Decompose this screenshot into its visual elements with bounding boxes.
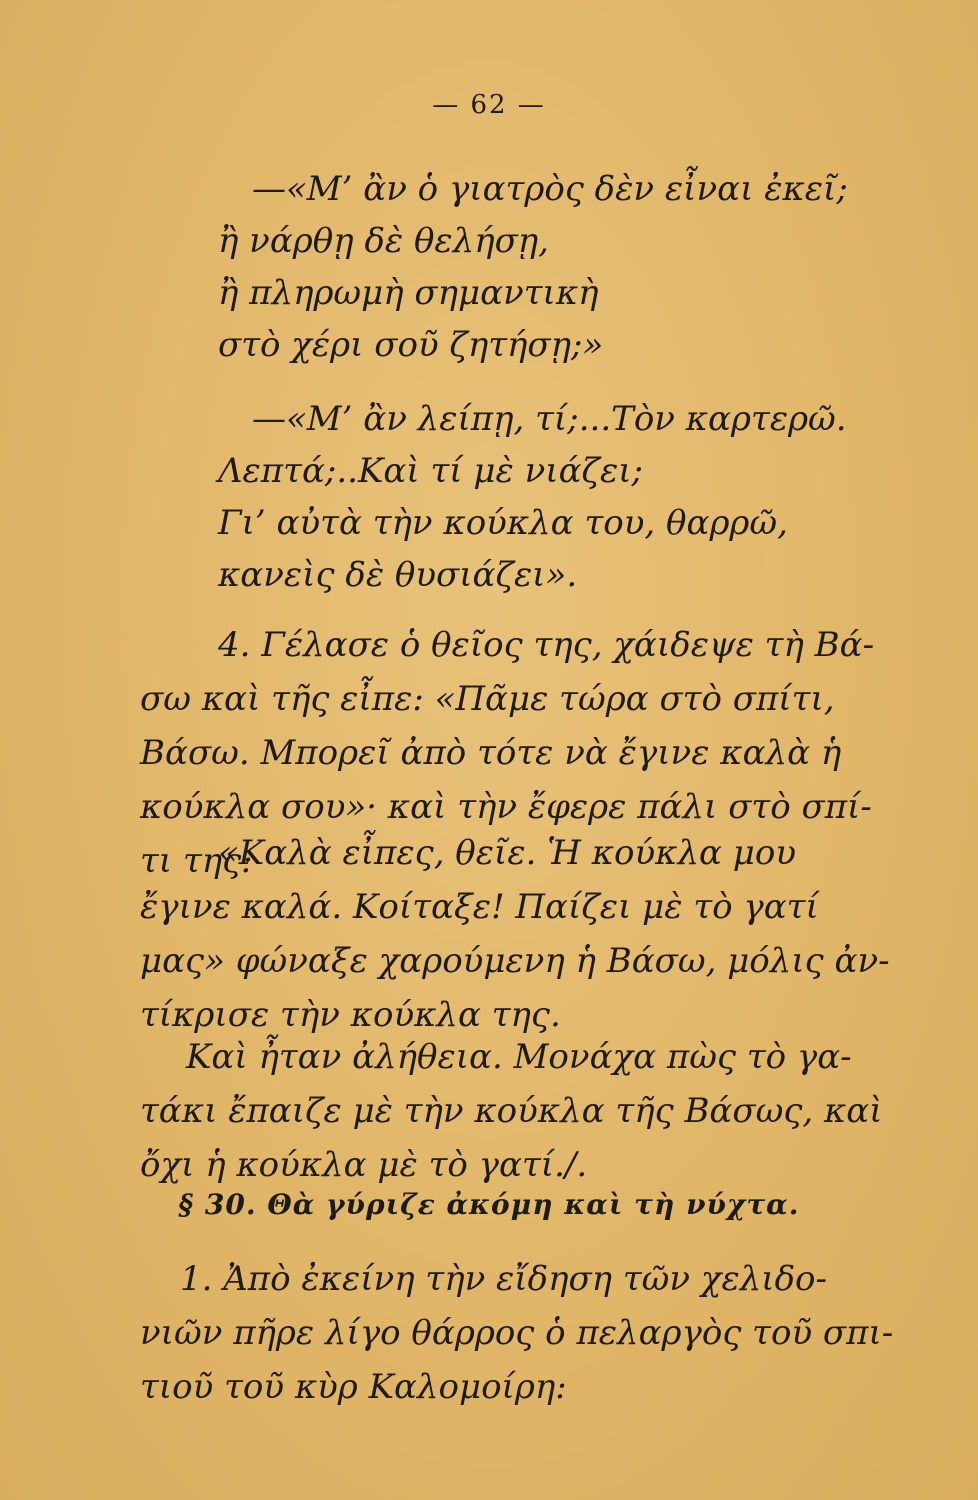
verse-line: —«Μ’ ἂν λείπῃ, τί;...Τὸν καρτερῶ. [252,399,847,439]
paragraph-line: ἔγινε καλά. Κοίταξε! Παίζει μὲ τὸ γατί [140,887,819,927]
paragraph-line: Βάσω. Μπορεῖ ἀπὸ τότε νὰ ἔγινε καλὰ ἡ [140,733,842,773]
paragraph-line: 4. Γέλασε ὁ θεῖος της, χάιδεψε τὴ Βά- [218,625,875,665]
verse-line: ἢ νάρθῃ δὲ θελήσῃ, [218,221,549,261]
paragraph-line: σω καὶ τῆς εἶπε: «Πᾶμε τώρα στὸ σπίτι, [140,679,835,719]
paragraph-line: τάκι ἔπαιζε μὲ τὴν κούκλα τῆς Βάσως, καὶ [140,1091,883,1131]
paragraph-line: Καὶ ἦταν ἀλήθεια. Μονάχα πὼς τὸ γα- [186,1037,852,1077]
verse-line: Λεπτά;..Καὶ τί μὲ νιάζει; [218,451,643,491]
verse-line: στὸ χέρι σοῦ ζητήσῃ;» [218,325,604,365]
paragraph-line: τιοῦ τοῦ κὺρ Καλομοίρη: [140,1367,567,1407]
verse-line: κανεὶς δὲ θυσιάζει». [218,555,578,595]
paragraph-line: κούκλα σου»· καὶ τὴν ἔφερε πάλι στὸ σπί- [140,787,872,827]
verse-line: Γι’ αὐτὰ τὴν κούκλα του, θαρρῶ, [218,503,788,543]
paragraph-line: νιῶν πῆρε λίγο θάρρος ὁ πελαργὸς τοῦ σπι- [140,1313,894,1353]
paragraph-line: τι της: [140,841,253,881]
paragraph-line: 1. Ἀπὸ ἐκείνη τὴν εἴδηση τῶν χελιδο- [180,1259,828,1299]
section-title: § 30. Θὰ γύριζε ἀκόμη καὶ τὴ νύχτα. [178,1188,800,1221]
verse-line: —«Μ’ ἂν ὁ γιατρὸς δὲν εἶναι ἐκεῖ; [252,169,848,209]
paragraph-line: «Καλὰ εἶπες, θεῖε. Ἡ κούκλα μου [218,833,797,873]
paragraph-line: ὄχι ἡ κούκλα μὲ τὸ γατί./. [140,1145,588,1185]
page-number: — 62 — [432,90,546,120]
verse-line: ἢ πληρωμὴ σημαντικὴ [218,273,599,313]
paragraph-line: μας» φώναξε χαρούμενη ἡ Βάσω, μόλις ἀν- [140,941,890,981]
paragraph-line: τίκρισε τὴν κούκλα της. [140,995,561,1035]
